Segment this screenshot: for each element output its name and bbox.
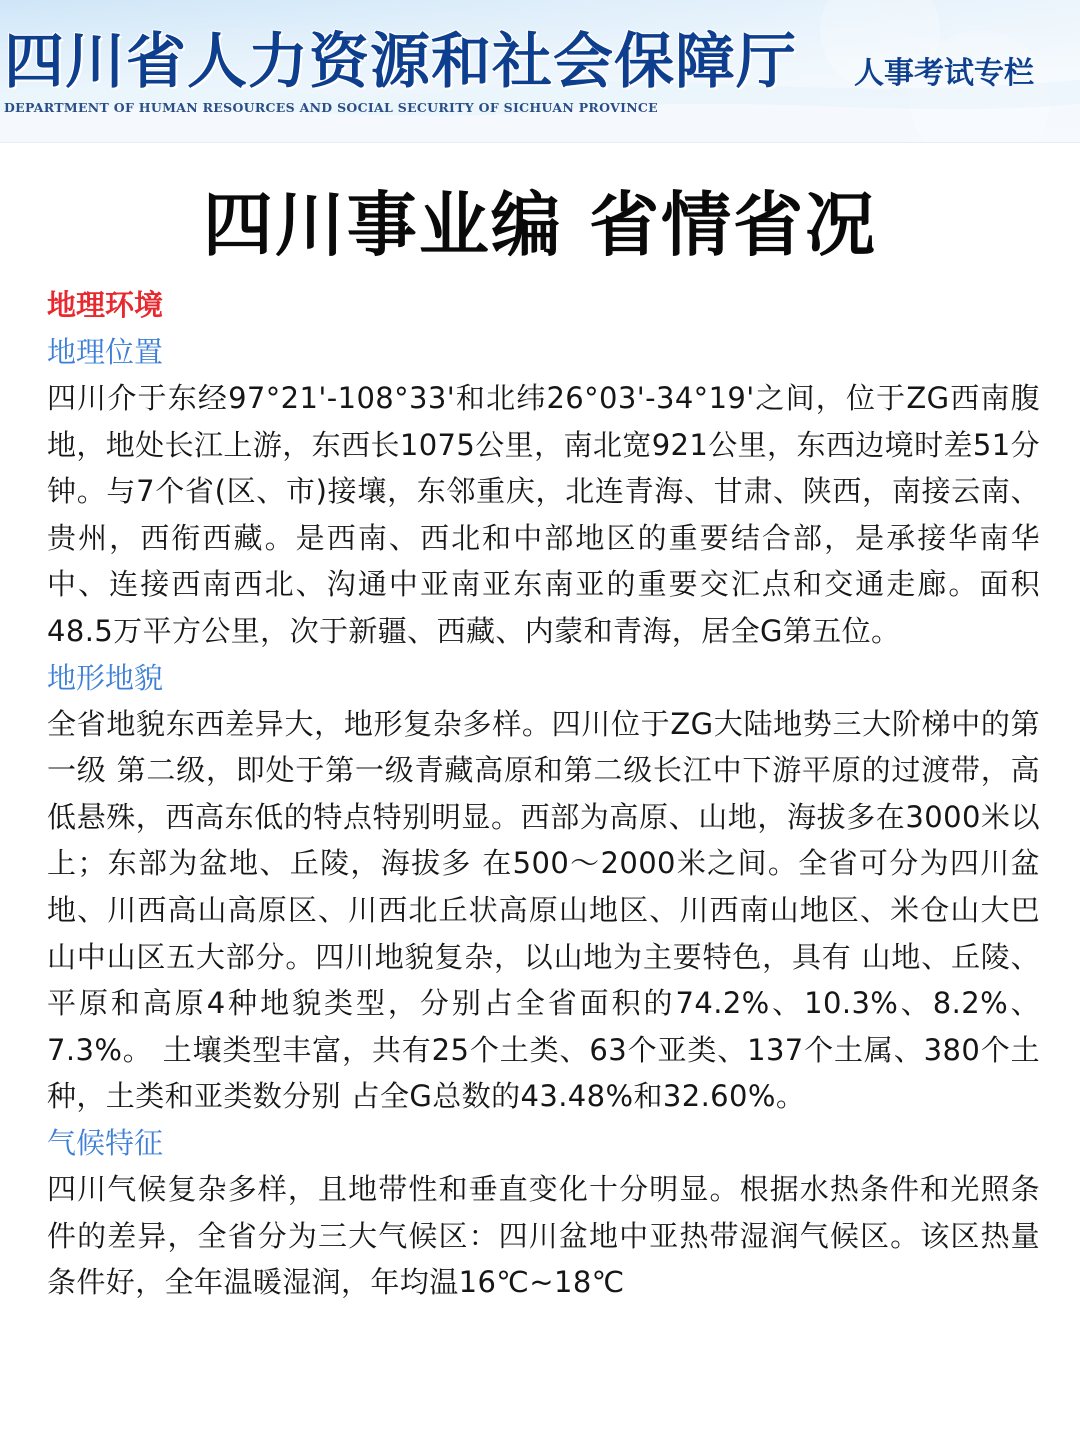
subheading-climate: 气候特征 — [47, 1125, 164, 1160]
article-content — [0, 281, 1080, 1306]
paragraph-location: 四川介于东经97°21'-108°33'和北纬26°03'-34°19'之间，位于ZG西南腹地，地处长江上游，东西长1075公里，南北宽921公里，东西边境时差51分钟。与7个省(区、市)接壤，东邻重庆，北连青海、甘肃、陕西，南接云南、贵州，西衔西藏。是西南、西北和中部地区的重要结合部，是承接华南华中、连接西南西北、沟通中亚南亚东南亚的重要交汇点和交通走廊。面积48.5万平方公里，次于新疆、西藏、内蒙和青海，居全G第五位。 — [47, 381, 1040, 648]
column-name: 人事考试专栏 — [854, 56, 1034, 91]
organization-name: 四川省人力资源和社会保障厅 — [4, 27, 797, 97]
page-title: 四川事业编 省情省况 — [202, 184, 878, 266]
organization-english-name: DEPARTMENT OF HUMAN RESOURCES AND SOCIAL SECURITY OF SICHUAN PROVINCE — [4, 100, 659, 115]
section-heading-geography: 地理环境 — [47, 288, 164, 322]
paragraph-terrain: 全省地貌东西差异大，地形复杂多样。四川位于ZG大陆地势三大阶梯中的第一级 第二级，即处于第一级青藏高原和第二级长江中下游平原的过渡带，高低悬殊，西高东低的特点特别明显。西部为高原、山地，海拔多在3000米以上；东部为盆地、丘陵，海拔多 在500～2000米之间。全省可分为四川盆地、川西高山高原区、川西北丘状高原山地区、川西南山地区、米仓山大巴山中山区五大部分。四川地貌复杂，以山地为主要特色，具有 山地、丘陵、平原和高原4种地貌类型，分别占全省面积的74.2%、10.3%、8.2%、7.3%。 土壤类型丰富，共有25个土类、63个亚类、137个土属、380个土种，土类和亚类数分别 占全G总数的43.48%和32.60%。 — [47, 706, 1040, 1114]
subheading-location: 地理位置 — [47, 335, 164, 369]
subheading-terrain: 地形地貌 — [47, 660, 164, 695]
paragraph-climate: 四川气候复杂多样，且地带性和垂直变化十分明显。根据水热条件和光照条件的差异，全省分为三大气候区：四川盆地中亚热带湿润气候区。该区热量条件好，全年温暖湿润，年均温16℃~18℃ — [47, 1171, 1040, 1300]
header-banner — [0, 0, 1080, 143]
